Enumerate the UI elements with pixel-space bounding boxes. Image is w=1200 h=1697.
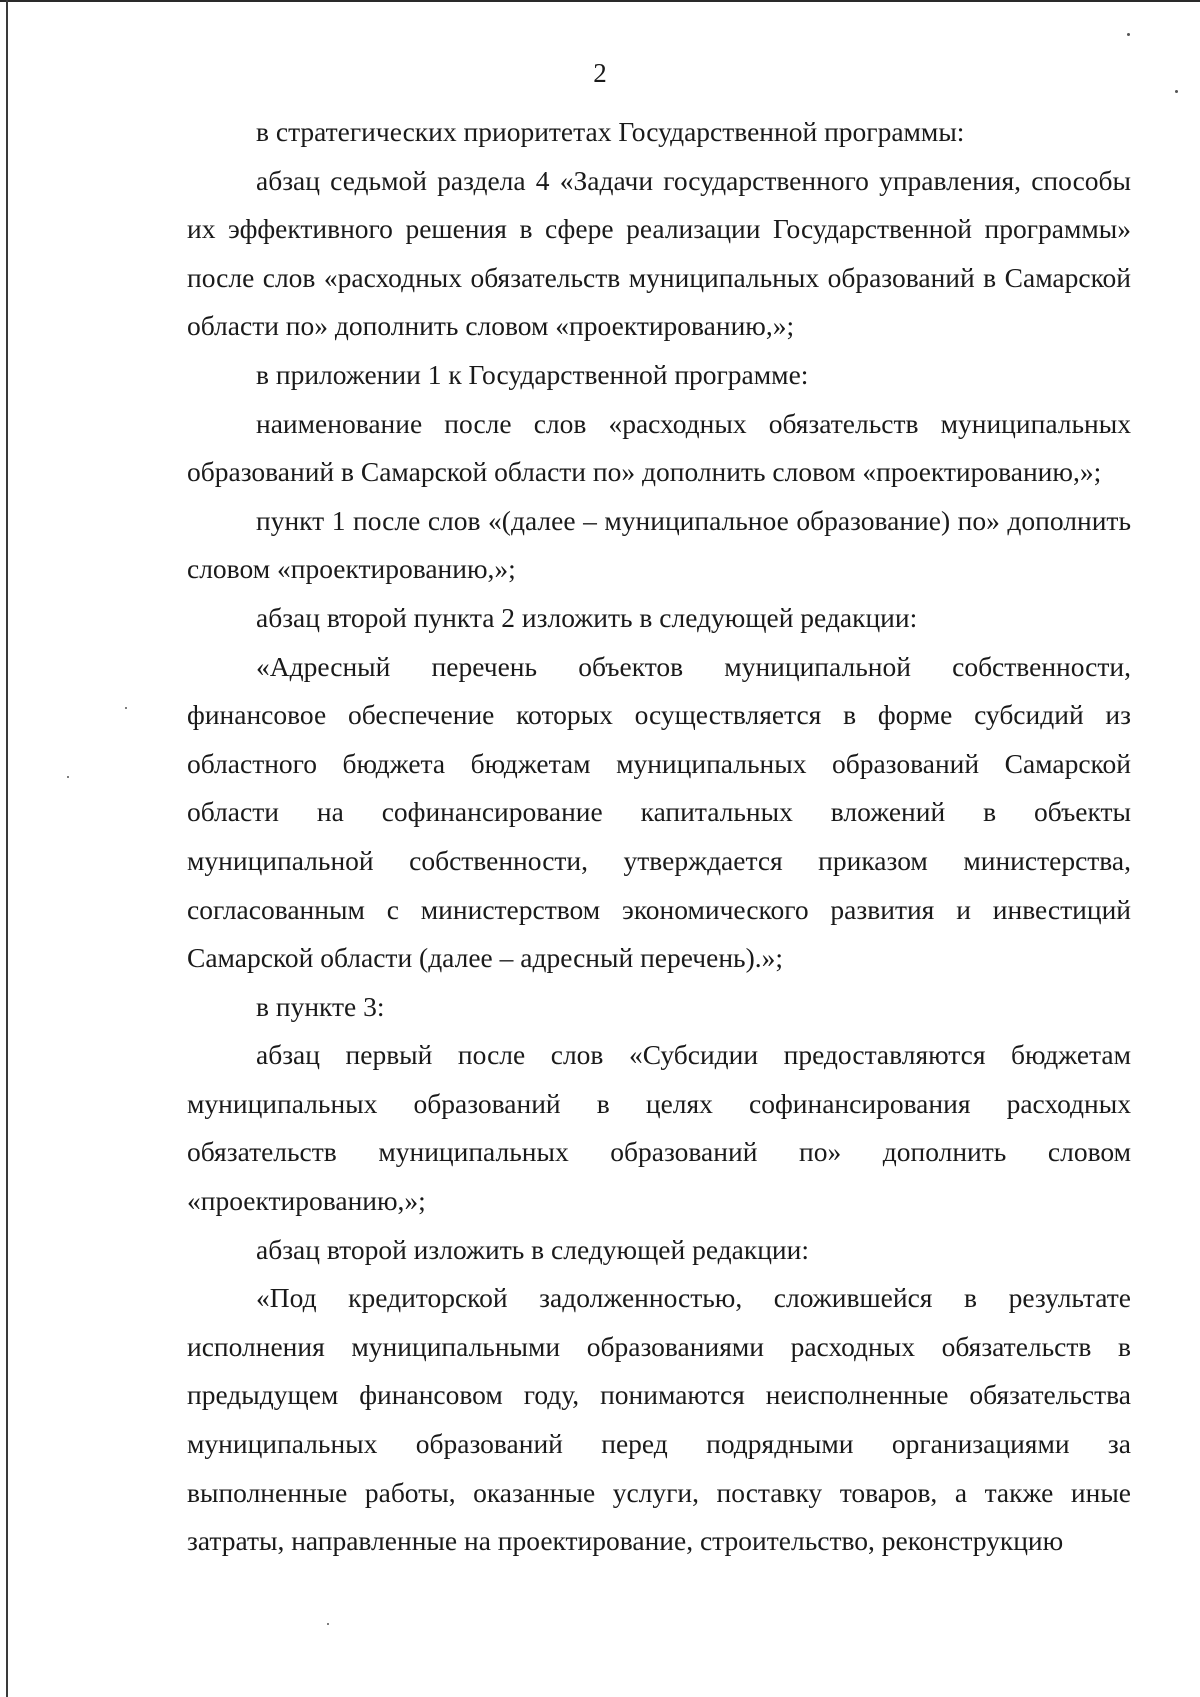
paragraph: абзац второй пункта 2 изложить в следующей редакции: — [256, 601, 918, 633]
scan-border-top — [0, 0, 1200, 2]
scan-speck — [1175, 90, 1178, 93]
paragraph: абзац второй изложить в следующей редакции: — [256, 1233, 810, 1265]
page-number: 2 — [593, 58, 607, 88]
paragraph: в пункте 3: — [256, 990, 385, 1022]
paragraph: «Адресный перечень объектов муниципальной собственности, финансовое обеспечение которых осуществляется в форме субсидий из областного бюджета бюджетам муниципальных образований Самарской области на софинансирование капитальных вложений в объекты муниципальной собственности, утверждается приказом министерства, согласованным с министерством экономического развития и инвестиций Самарской области (далее – адресный перечень).»; — [187, 650, 1131, 974]
paragraph: в приложении 1 к Государственной программе: — [256, 358, 809, 390]
paragraph: наименование после слов «расходных обязательств муниципальных образований в Самарской области по» дополнить словом «проектированию,»; — [187, 407, 1131, 488]
scan-speck — [67, 776, 69, 778]
scan-border-left — [6, 0, 8, 1697]
scan-speck — [1127, 33, 1130, 36]
scan-speck — [327, 1623, 329, 1625]
paragraph: «Под кредиторской задолженностью, сложившейся в результате исполнения муниципальными образованиями расходных обязательств в предыдущем финансовом году, понимаются неисполненные обязательства муниципальных образований перед подрядными организациями за выполненные работы, оказанные услуги, поставку товаров, а также иные затраты, направленные на проектирование, строительство, реконструкцию — [187, 1282, 1131, 1557]
paragraph: абзац седьмой раздела 4 «Задачи государственного управления, способы их эффективного решения в сфере реализации Государственной программы» после слов «расходных обязательств муниципальных образований в Самарской области по» дополнить словом «проектированию,»; — [187, 164, 1131, 342]
document-body — [187, 108, 1131, 1566]
paragraph: пункт 1 после слов «(далее – муниципальное образование) по» дополнить словом «проектированию,»; — [187, 504, 1131, 585]
paragraph: в стратегических приоритетах Государственной программы: — [256, 116, 965, 147]
paragraph: абзац первый после слов «Субсидии предоставляются бюджетам муниципальных образований в целях софинансирования расходных обязательств муниципальных образований по» дополнить словом «проектированию,»; — [187, 1039, 1131, 1217]
scan-speck — [125, 707, 127, 709]
